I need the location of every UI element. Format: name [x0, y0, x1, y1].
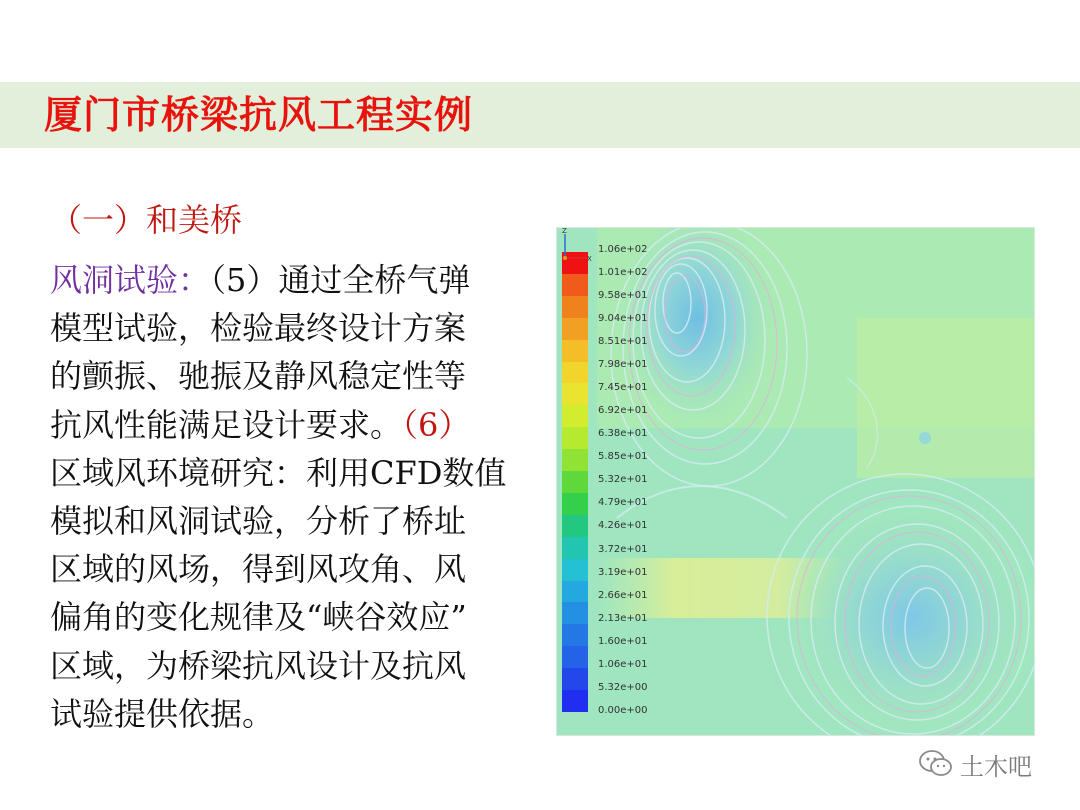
- body-line-3: 的颤振、驰振及静风稳定性等: [50, 357, 467, 396]
- axis-x-label: X: [587, 255, 592, 263]
- body-line-4: [50, 401, 550, 449]
- legend-value-label: 8.51e+01: [598, 336, 648, 348]
- legend-swatch: [562, 515, 588, 537]
- color-legend: [562, 252, 588, 712]
- legend-swatch: [562, 383, 588, 405]
- body-line-7: 区域的风场，得到风攻角、风: [50, 550, 467, 589]
- wechat-icon: [918, 749, 954, 779]
- legend-swatch: [562, 405, 588, 427]
- legend-swatch: [562, 471, 588, 493]
- legend-swatch: [562, 646, 588, 668]
- body-line-8: 偏角的变化规律及“峡谷效应”: [50, 598, 467, 637]
- legend-value-label: 7.98e+01: [598, 359, 648, 371]
- body-line-9: 区域，为桥梁抗风设计及抗风: [50, 646, 467, 685]
- slide-title: 厦门市桥梁抗风工程实例: [44, 92, 474, 137]
- legend-swatch: [562, 602, 588, 624]
- legend-value-label: 1.06e+02: [598, 244, 648, 255]
- legend-swatch: [562, 296, 588, 318]
- legend-labels: [598, 244, 658, 724]
- legend-value-label: 9.04e+01: [598, 313, 648, 325]
- axis-triad-icon: [557, 228, 593, 268]
- legend-swatch: [562, 449, 588, 471]
- body-text: [50, 256, 550, 738]
- legend-value-label: 3.19e+01: [598, 566, 648, 578]
- legend-value-label: 9.58e+01: [598, 290, 648, 302]
- body-line-6: 模拟和风洞试验，分析了桥址: [50, 502, 467, 541]
- legend-swatch: [562, 493, 588, 515]
- legend-value-label: 1.01e+02: [598, 267, 648, 279]
- legend-swatch: [562, 668, 588, 690]
- legend-value-label: 2.13e+01: [598, 612, 648, 624]
- body-line-4-main: 抗风性能满足设计要求。: [50, 405, 403, 444]
- legend-swatch: [562, 581, 588, 603]
- body-lead: 风洞试验：: [50, 261, 211, 299]
- body-line-2: 模型试验，检验最终设计方案: [50, 309, 467, 348]
- body-line-1-rest: （5）通过全桥气弹: [210, 261, 471, 299]
- legend-value-label: 5.85e+01: [598, 451, 648, 463]
- legend-swatch: [562, 559, 588, 581]
- watermark: [918, 746, 1032, 782]
- legend-value-label: 5.32e+01: [598, 474, 648, 486]
- legend-value-label: 6.38e+01: [598, 428, 648, 440]
- legend-value-label: 3.72e+01: [598, 543, 648, 555]
- legend-value-label: 4.79e+01: [598, 497, 648, 509]
- legend-value-label: 1.06e+01: [598, 658, 648, 670]
- body-line-5: 区域风环境研究：利用CFD数值: [50, 453, 507, 492]
- legend-swatch: [562, 362, 588, 384]
- legend-swatch: [562, 624, 588, 646]
- legend-swatch: [562, 340, 588, 362]
- body-line-4-marker: （6）: [402, 405, 471, 444]
- legend-swatch: [562, 427, 588, 449]
- watermark-text: 土木吧: [960, 752, 1032, 781]
- legend-value-label: 4.26e+01: [598, 520, 648, 532]
- legend-value-label: 7.45e+01: [598, 382, 648, 394]
- legend-value-label: 1.60e+01: [598, 635, 648, 647]
- body-line-10: 试验提供依据。: [50, 694, 275, 733]
- legend-value-label: 0.00e+00: [598, 704, 648, 716]
- legend-value-label: 6.92e+01: [598, 405, 648, 417]
- legend-swatch: [562, 690, 588, 712]
- legend-swatch: [562, 537, 588, 559]
- legend-value-label: 5.32e+00: [598, 681, 648, 693]
- cfd-wind-field-image: [557, 228, 1034, 735]
- axis-z-label: Z: [562, 228, 567, 235]
- body-line-1: [50, 256, 550, 304]
- legend-value-label: 2.66e+01: [598, 589, 648, 601]
- legend-swatch: [562, 274, 588, 296]
- legend-swatch: [562, 318, 588, 340]
- section-heading: （一）和美桥: [50, 201, 243, 239]
